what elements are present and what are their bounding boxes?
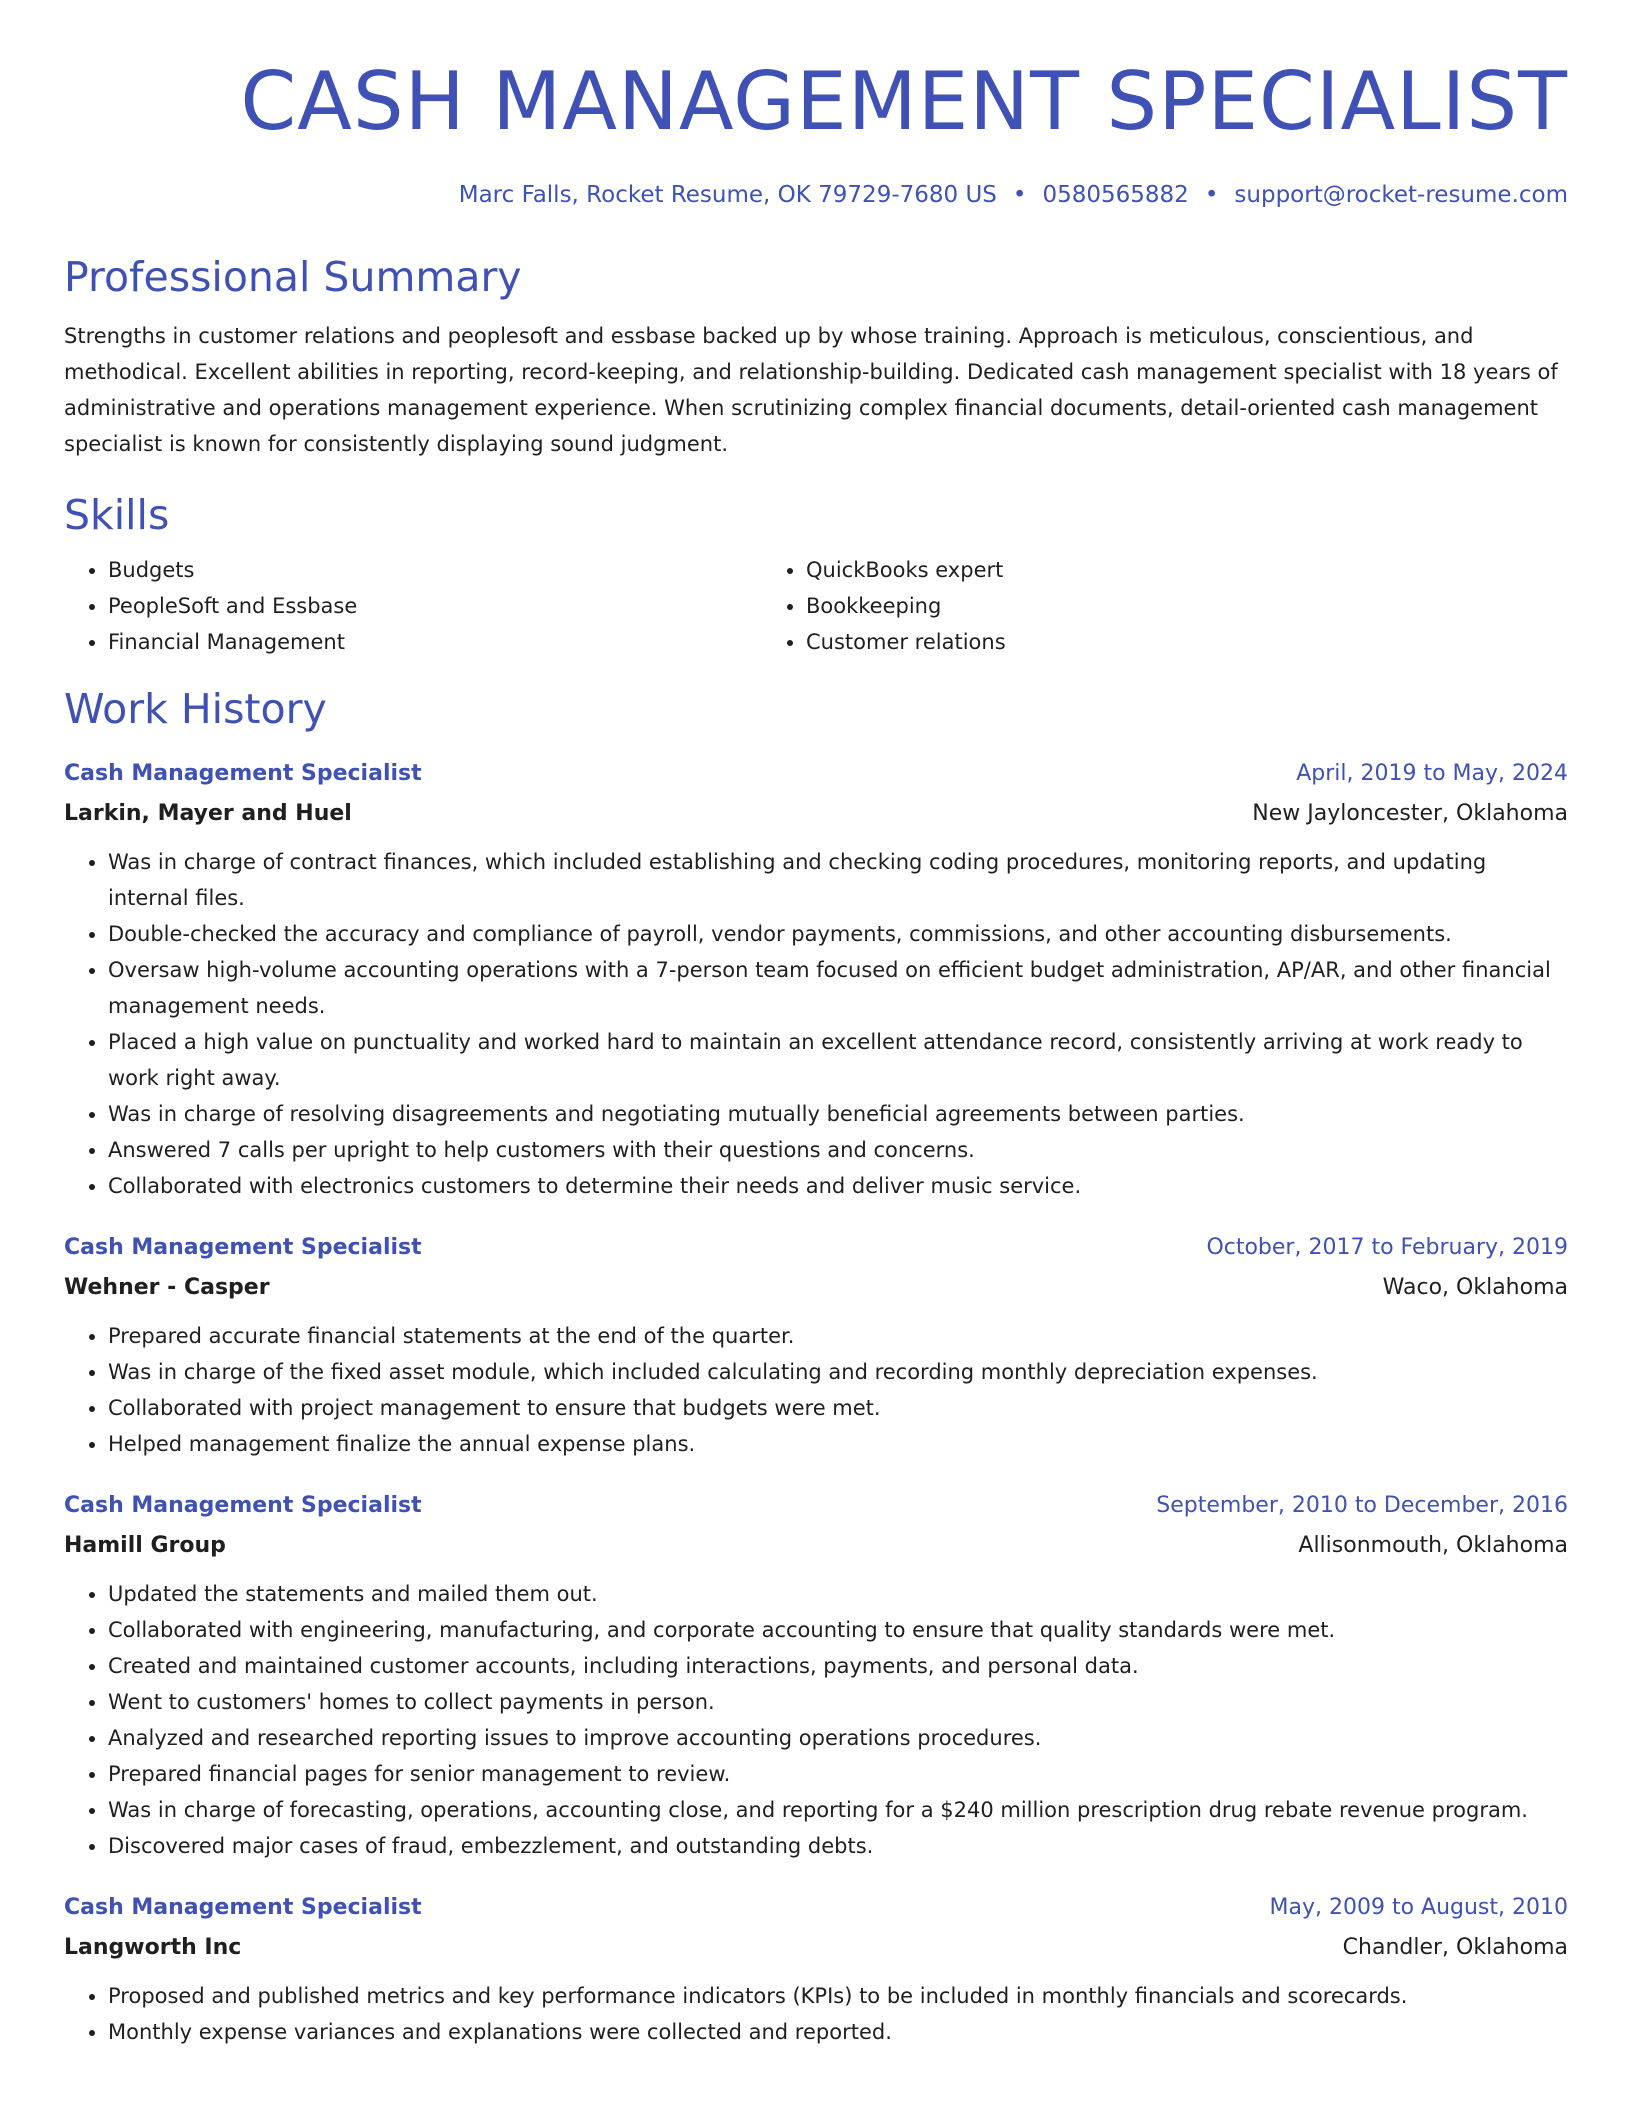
job-dates: April, 2019 to May, 2024 xyxy=(1296,761,1568,786)
skill-item: • Bookkeeping xyxy=(806,588,1460,624)
work-history-heading: Work History xyxy=(64,685,327,733)
duty-item: • Was in charge of contract finances, which included establishing and checking coding procedures, monitoring reports, and updating internal files. xyxy=(108,844,1568,916)
contact-separator: • xyxy=(1204,182,1219,208)
skills-list xyxy=(64,552,1568,660)
skill-item: • QuickBooks expert xyxy=(806,552,1460,588)
contact-line xyxy=(64,178,1568,212)
duty-item: • Helped management finalize the annual expense plans. xyxy=(108,1426,1568,1462)
summary-heading: Professional Summary xyxy=(64,253,522,301)
job-entry xyxy=(64,1228,1568,1462)
job-company: Larkin, Mayer and Huel xyxy=(64,801,352,826)
duty-item: • Monthly expense variances and explanations were collected and reported. xyxy=(108,2014,1568,2050)
duty-item: • Placed a high value on punctuality and worked hard to maintain an excellent attendance record, consistently arriving at work ready to work right away. xyxy=(108,1024,1568,1096)
job-dates: September, 2010 to December, 2016 xyxy=(1156,1493,1568,1518)
job-duties xyxy=(64,844,1568,1204)
duty-item: • Collaborated with engineering, manufacturing, and corporate accounting to ensure that quality standards were met. xyxy=(108,1612,1568,1648)
duty-item: • Analyzed and researched reporting issues to improve accounting operations procedures. xyxy=(108,1720,1568,1756)
job-location: Allisonmouth, Oklahoma xyxy=(1298,1533,1568,1558)
job-company: Langworth Inc xyxy=(64,1935,242,1960)
job-dates: October, 2017 to February, 2019 xyxy=(1206,1235,1568,1260)
skill-item: • PeopleSoft and Essbase xyxy=(108,588,762,624)
duty-item: • Was in charge of resolving disagreements and negotiating mutually beneficial agreements between parties. xyxy=(108,1096,1568,1132)
duty-item: • Created and maintained customer accounts, including interactions, payments, and personal data. xyxy=(108,1648,1568,1684)
duty-item: • Proposed and published metrics and key performance indicators (KPIs) to be included in monthly financials and scorecards. xyxy=(108,1978,1568,2014)
duty-item: • Discovered major cases of fraud, embezzlement, and outstanding debts. xyxy=(108,1828,1568,1864)
job-company: Wehner - Casper xyxy=(64,1275,270,1300)
summary-text: Strengths in customer relations and peoplesoft and essbase backed up by whose training. Approach is meticulous, conscientious, and methodical. Excellent abilities in reporting, record-keeping, and relationship-building. Dedicated cash management specialist with 18 years of administrative and operations management experience. When scrutinizing complex financial documents, detail-oriented cash management specialist is known for consistently displaying sound judgment. xyxy=(64,324,1558,456)
job-location: Waco, Oklahoma xyxy=(1382,1275,1568,1300)
duty-item: • Collaborated with electronics customers to determine their needs and deliver music service. xyxy=(108,1168,1568,1204)
work-history-list xyxy=(64,754,1568,2050)
skills-column-left xyxy=(64,552,762,660)
contact-phone: 0580565882 xyxy=(1042,182,1189,208)
contact-separator: • xyxy=(1012,182,1027,208)
job-location: New Jayloncester, Oklahoma xyxy=(1252,801,1568,826)
duty-item: • Oversaw high-volume accounting operations with a 7-person team focused on efficient budget administration, AP/AR, and other financial management needs. xyxy=(108,952,1568,1024)
duty-item: • Double-checked the accuracy and compliance of payroll, vendor payments, commissions, and other accounting disbursements. xyxy=(108,916,1568,952)
skills-column-right xyxy=(762,552,1460,660)
skill-item: • Customer relations xyxy=(806,624,1460,660)
resume-name: CASH MANAGEMENT SPECIALIST xyxy=(240,55,1568,148)
job-location: Chandler, Oklahoma xyxy=(1342,1935,1568,1960)
job-entry xyxy=(64,1486,1568,1864)
job-title: Cash Management Specialist xyxy=(64,1235,422,1260)
resume-page xyxy=(64,0,1568,2050)
duty-item: • Was in charge of the fixed asset module, which included calculating and recording monthly depreciation expenses. xyxy=(108,1354,1568,1390)
contact-email: support@rocket-resume.com xyxy=(1234,182,1568,208)
job-entry xyxy=(64,754,1568,1204)
contact-address: Marc Falls, Rocket Resume, OK 79729-7680 US xyxy=(458,182,997,208)
job-duties xyxy=(64,1978,1568,2050)
job-title: Cash Management Specialist xyxy=(64,1895,422,1920)
job-dates: May, 2009 to August, 2010 xyxy=(1269,1895,1568,1920)
duty-item: • Was in charge of forecasting, operations, accounting close, and reporting for a $240 million prescription drug rebate revenue program. xyxy=(108,1792,1568,1828)
job-duties xyxy=(64,1318,1568,1462)
duty-item: • Prepared accurate financial statements at the end of the quarter. xyxy=(108,1318,1568,1354)
job-title: Cash Management Specialist xyxy=(64,761,422,786)
duty-item: • Answered 7 calls per upright to help customers with their questions and concerns. xyxy=(108,1132,1568,1168)
skills-heading: Skills xyxy=(64,491,170,539)
job-company: Hamill Group xyxy=(64,1533,226,1558)
duty-item: • Went to customers' homes to collect payments in person. xyxy=(108,1684,1568,1720)
job-title: Cash Management Specialist xyxy=(64,1493,422,1518)
skill-item: • Financial Management xyxy=(108,624,762,660)
job-entry xyxy=(64,1888,1568,2050)
skill-item: • Budgets xyxy=(108,552,762,588)
duty-item: • Updated the statements and mailed them out. xyxy=(108,1576,1568,1612)
duty-item: • Prepared financial pages for senior management to review. xyxy=(108,1756,1568,1792)
job-duties xyxy=(64,1576,1568,1864)
duty-item: • Collaborated with project management to ensure that budgets were met. xyxy=(108,1390,1568,1426)
